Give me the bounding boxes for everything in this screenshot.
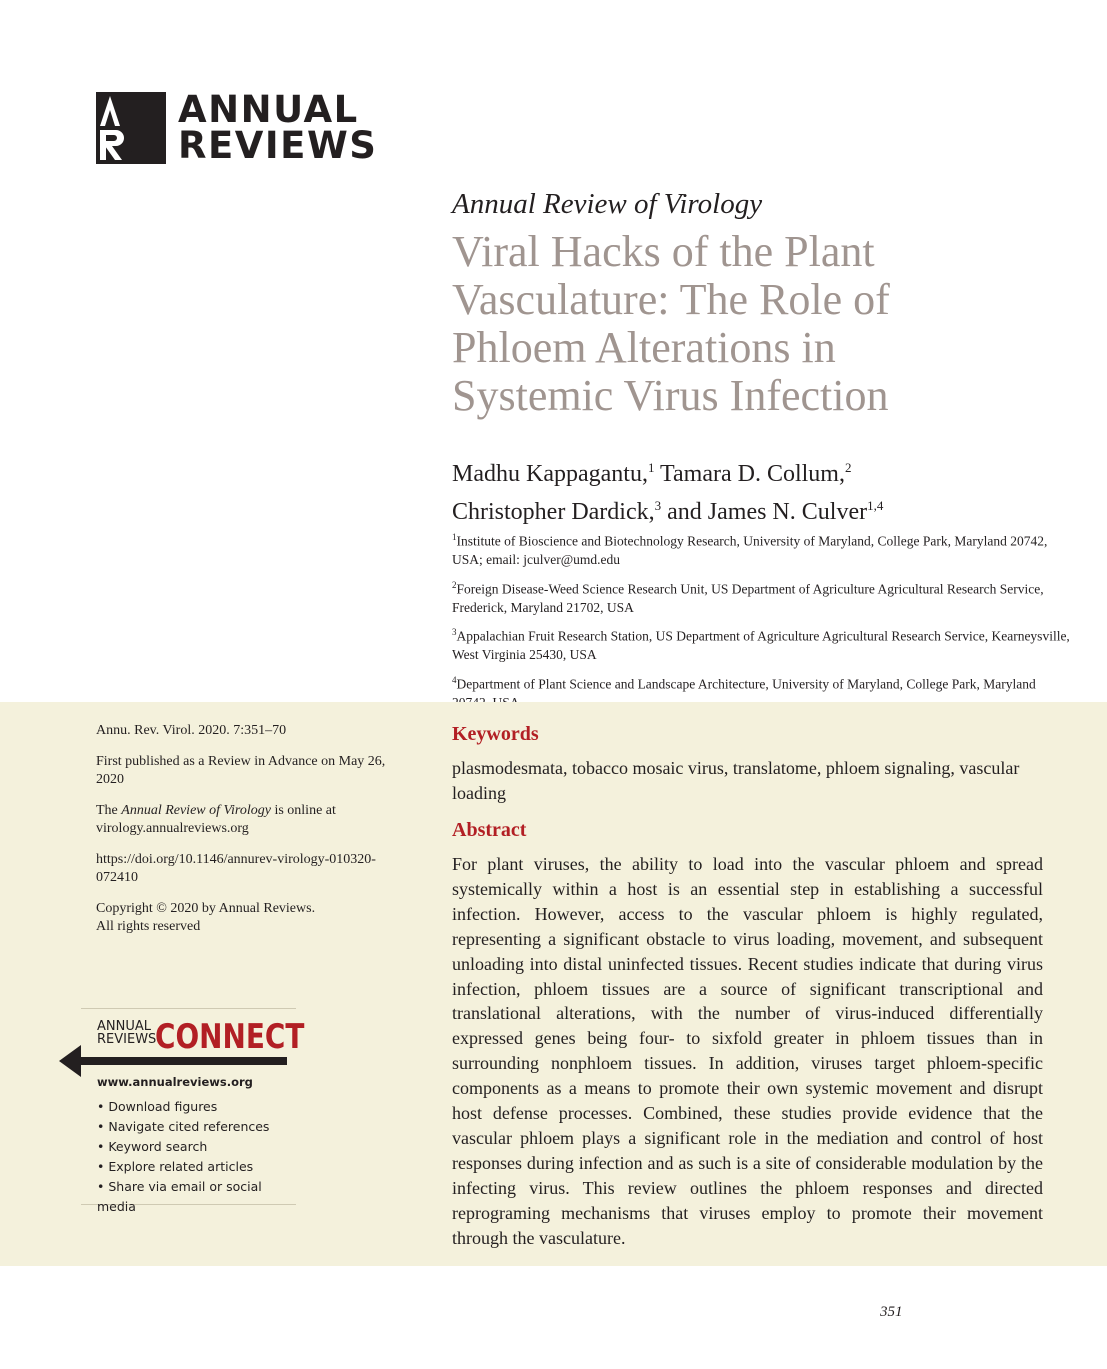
affiliation-text: Department of Plant Science and Landscape Architecture, University of Maryland, College Park, Maryland	[456, 676, 1036, 691]
affiliation-sup: 2	[452, 579, 457, 590]
logo-wordmark	[178, 88, 378, 167]
online-note	[96, 802, 416, 839]
published-date: First published as a Review in Advance on May 26, 2020	[96, 753, 386, 787]
affiliation	[452, 576, 1072, 618]
list-item: • Share via email or social media	[97, 1177, 296, 1217]
svg-text:AR: AR	[131, 152, 133, 153]
title-line: Systemic Virus Infection	[452, 371, 889, 420]
author-name: Christopher Dardick,	[452, 499, 655, 525]
page-number: 351	[880, 1304, 903, 1320]
journal-name: Annual Review of Virology	[452, 188, 763, 220]
author-sup: 2	[844, 460, 852, 475]
author-name: and James N. Culver	[661, 499, 868, 525]
article-info-sidebar	[96, 722, 416, 949]
affiliation-text: Institute of Bioscience and Biotechnology Research, University of Maryland, College Park, Maryland 20742, USA; email: jculver@umd.edu	[452, 533, 1048, 567]
affiliation-sup: 4	[452, 674, 457, 685]
list-item: • Keyword search	[97, 1137, 296, 1157]
copyright	[96, 900, 416, 937]
abstract-section	[452, 720, 1043, 1251]
online-post: is online at virology.annualreviews.org	[96, 802, 336, 836]
author-name: Tamara D. Collum,	[654, 461, 845, 487]
citation: Annu. Rev. Virol. 2020. 7:351–70	[96, 723, 287, 738]
affiliation-sup: 3	[452, 627, 457, 637]
author-sup: 3	[654, 498, 662, 513]
title-line: Phloem Alterations in	[452, 323, 836, 372]
author-sup: 1,4	[867, 498, 884, 513]
article-title	[452, 228, 1072, 420]
ar-logo-icon	[96, 92, 166, 164]
author-sup: 1	[647, 460, 655, 475]
article-header	[452, 184, 1072, 420]
annual-reviews-logo	[96, 88, 378, 167]
annual-reviews-connect	[81, 1008, 305, 1214]
list-item: • Download figures	[97, 1097, 296, 1117]
logo-line-reviews: REVIEWS	[178, 124, 378, 167]
rights-line: All rights reserved	[96, 919, 201, 934]
abstract-text: For plant viruses, the ability to load into the vascular phloem and spread systemically within a host is an essential step in establishing a successful infection. However, access to the vascular phloem is highly regulated, representing a significant obstacle to virus loading, movement, and subsequent unloading into distal uninfected tissues. Recent studies indicate that during virus infection, phloem tissues are a source of significant transcriptional and translational alterations, with the number of virus-induced differentially expressed genes being four- to sixfold greater in phloem tissues than in surrounding nonphloem tissues. In addition, viruses target phloem-specific components as a means to promote their own systemic movement and disrupt host defense processes. Combined, these studies provide evidence that the vascular phloem plays a significant role in the mediation and control of host responses during infection and as such is a site of considerable modulation by the infecting virus. This review outlines the phloem responses and directed reprograming mechanisms that viruses employ to promote their movement through the vasculature.	[452, 854, 1043, 1248]
logo-line-annual: ANNUAL	[178, 88, 359, 131]
author-list	[452, 452, 1072, 528]
list-item: • Navigate cited references	[97, 1117, 296, 1137]
title-line: Vasculature: The Role of	[452, 275, 890, 324]
online-journal: Annual Review of Virology	[121, 802, 271, 818]
arrow-left-icon	[59, 1043, 287, 1079]
abstract-heading: Abstract	[452, 819, 527, 841]
affiliation	[452, 528, 1072, 570]
affiliation-text: Foreign Disease-Weed Science Research Unit, US Department of Agriculture Agricultural Research Service, Frederick, Maryland 21702, USA	[452, 581, 1044, 615]
affiliations	[452, 528, 1072, 718]
title-line: Viral Hacks of the Plant	[452, 227, 875, 276]
connect-word: CONNECT	[155, 1017, 305, 1057]
affiliation	[452, 623, 1072, 665]
online-pre: The	[96, 802, 122, 818]
keywords-text: plasmodesmata, tobacco mosaic virus, translatome, phloem signaling, vascular loading	[452, 758, 1020, 803]
connect-feature-list	[97, 1097, 296, 1217]
connect-url[interactable]: www.annualreviews.org	[97, 1075, 253, 1089]
author-name: Madhu Kappagantu,	[452, 461, 648, 487]
connect-small-line: REVIEWS	[97, 1032, 157, 1047]
connect-small-line: ANNUAL	[97, 1019, 151, 1034]
affiliation-sup: 1	[452, 532, 457, 542]
keywords-heading: Keywords	[452, 723, 539, 745]
affiliation-text: Appalachian Fruit Research Station, US Department of Agriculture Agricultural Research Service, Kearneysville, West Virginia 25430, USA	[452, 628, 1070, 662]
list-item: • Explore related articles	[97, 1157, 296, 1177]
copyright-line: Copyright © 2020 by Annual Reviews.	[96, 900, 316, 916]
doi-link[interactable]: https://doi.org/10.1146/annurev-virology-010320-072410	[96, 851, 376, 885]
